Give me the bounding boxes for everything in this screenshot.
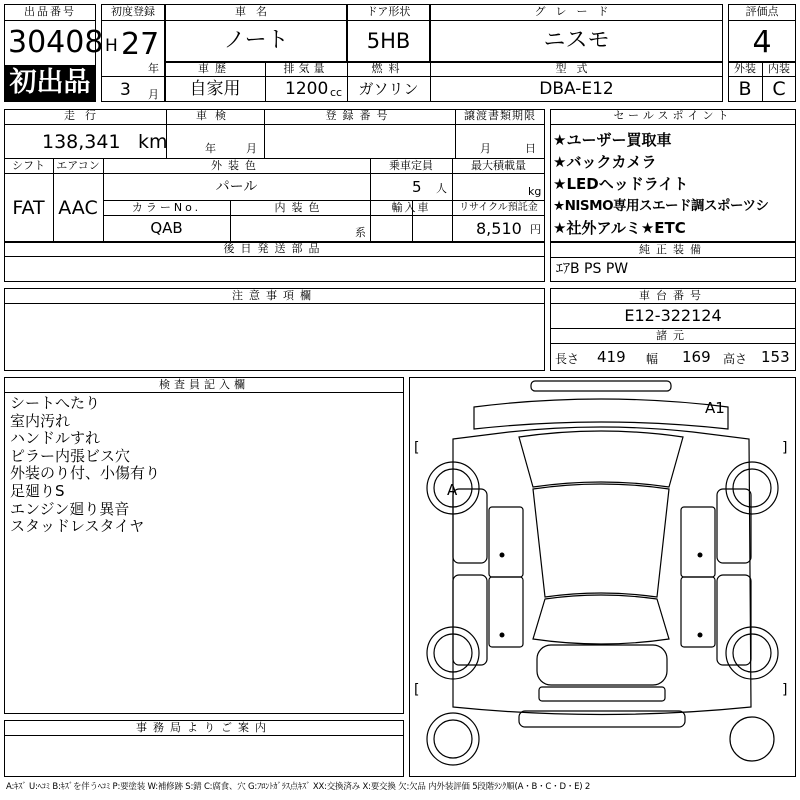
sales-point-4: ★NISMO専用スエード調スポーツシ xyxy=(553,198,769,214)
damage-mark-a1: A1 xyxy=(705,399,725,417)
load-label: 最大積載量 xyxy=(471,159,526,172)
reg-no-label: 登録番号 xyxy=(325,109,394,122)
grade: ニスモ xyxy=(543,28,610,53)
first-time-label: 初出品 xyxy=(9,67,91,98)
inspector-lines xyxy=(10,395,400,536)
rear-glass xyxy=(537,645,667,685)
year-unit: 年 xyxy=(148,62,159,75)
length: 419 xyxy=(597,348,626,366)
right-rear-fender xyxy=(717,575,751,665)
history: 自家用 xyxy=(189,79,241,99)
trunk xyxy=(539,687,665,701)
recycle-unit: 円 xyxy=(530,223,541,236)
model: DBA-E12 xyxy=(539,79,614,99)
color-no-label: カラーNo. xyxy=(131,201,202,214)
lot-number: 30408 xyxy=(8,25,104,60)
mileage: 138,341 xyxy=(42,131,121,153)
height-label: 高さ xyxy=(723,352,748,366)
right-bracket-2: ] xyxy=(782,682,788,698)
grade-label: グレード xyxy=(534,5,619,18)
recycle: 8,510 xyxy=(476,219,522,238)
era: H xyxy=(105,36,118,56)
displacement: 1200 xyxy=(285,79,329,99)
fuel: ガソリン xyxy=(358,80,419,98)
left-bracket-1: [ xyxy=(414,440,420,456)
inspector-line-3: ハンドルすれ xyxy=(10,429,101,448)
front-right-wheel xyxy=(733,469,771,507)
fuel-label: 燃料 xyxy=(371,62,406,75)
body-outline xyxy=(453,427,751,715)
office-label: 事務局よりご案内 xyxy=(136,721,272,734)
later-parts-label: 後日発送部品 xyxy=(223,242,326,255)
right-front-fender xyxy=(717,489,751,563)
height: 153 xyxy=(761,348,790,366)
car-diagram xyxy=(409,377,796,777)
reg-year: 27 xyxy=(121,27,160,62)
inspector-line-1: シートへたり xyxy=(10,394,101,412)
color-label: 外装色 xyxy=(211,159,262,172)
inspector-line-7: エンジン廻り異音 xyxy=(10,499,130,518)
inspector-line-8: スタッドレスタイヤ xyxy=(10,517,145,536)
spare-wheel xyxy=(434,720,472,758)
capacity-label: 乗車定員 xyxy=(389,159,433,172)
left-rear-fender xyxy=(453,575,487,665)
sales-points-label: セールスポイント xyxy=(613,109,733,122)
score: 4 xyxy=(752,25,772,60)
history-label: 車歴 xyxy=(198,62,232,75)
inspector-line-5: 外装のり付、小傷有り xyxy=(10,464,161,483)
interior-color-unit: 系 xyxy=(355,226,366,239)
lot-number-label: 出品番号 xyxy=(24,5,76,18)
displacement-label: 排気量 xyxy=(283,62,329,75)
rear-right-tire xyxy=(726,627,778,679)
left-bracket-2: [ xyxy=(414,682,420,698)
sales-point-2: ★バックカメラ xyxy=(553,153,657,171)
ac: AAC xyxy=(58,197,98,219)
inspector-line-6: 足廻りS xyxy=(10,481,65,500)
interior-label: 内装 xyxy=(768,62,790,75)
mileage-label: 走行 xyxy=(64,109,106,122)
width: 169 xyxy=(682,348,711,366)
exterior-label: 外装 xyxy=(734,62,756,75)
equipment-label: 純正装備 xyxy=(639,243,707,256)
inspection-label: 車検 xyxy=(196,109,234,122)
transfer-day-unit: 日 xyxy=(525,142,536,155)
shift-label: シフト xyxy=(12,159,45,172)
transfer-month-unit: 月 xyxy=(480,142,491,155)
exterior-grade: B xyxy=(738,78,752,100)
car-name-label: 車名 xyxy=(235,5,277,18)
hood xyxy=(474,399,728,429)
steering-wheel xyxy=(730,717,774,761)
color: パール xyxy=(215,179,258,195)
roof xyxy=(533,484,669,597)
specs-table xyxy=(4,109,545,242)
inspector-line-2: 室内汚れ xyxy=(10,411,71,430)
month-unit: 月 xyxy=(148,88,159,101)
transfer-label: 譲渡書類期限 xyxy=(464,109,536,122)
rear-window xyxy=(533,595,669,644)
door-type: 5HB xyxy=(366,29,411,53)
recycle-label: リサイクル預託金 xyxy=(459,202,538,213)
left-front-door xyxy=(489,507,523,577)
inspector-line-4: ピラー内張ビス穴 xyxy=(10,446,131,465)
reg-month: 3 xyxy=(120,80,131,100)
chassis-label: 車台番号 xyxy=(639,289,707,302)
load-unit: kg xyxy=(528,185,542,198)
import-label: 輸入車 xyxy=(391,201,431,214)
score-label: 評価点 xyxy=(745,5,779,18)
right-front-door xyxy=(681,507,715,577)
sales-point-5: ★社外アルミ★ETC xyxy=(553,219,686,237)
shift: FAT xyxy=(12,197,45,219)
capacity-unit: 人 xyxy=(436,182,447,195)
mileage-unit: km xyxy=(138,131,168,153)
left-rear-door xyxy=(489,577,523,647)
damage-mark-a: A xyxy=(447,481,458,499)
color-no: QAB xyxy=(150,219,183,237)
spare-tire xyxy=(427,713,479,765)
front-bumper xyxy=(531,381,671,391)
ac-label: エアコン xyxy=(56,159,100,172)
sales-points-list xyxy=(553,129,795,240)
model-label: 型式 xyxy=(555,62,598,75)
legend: A:ｷｽﾞ U:ﾍｺﾐ B:ｷｽﾞを伴うﾍｺﾐ P:要塗装 W:補修跡 S:錆 C:腐食、穴 G:ﾌﾛﾝﾄｶﾞﾗｽ点ｷｽﾞ XX:交換済み X:要交換 欠:欠品 内外装評価 5段階ﾗﾝｸ順(A・B・C・D・E) 2 xyxy=(6,782,591,792)
dims-label: 諸元 xyxy=(656,329,690,342)
notes-label: 注意事項欄 xyxy=(232,289,317,302)
right-bracket-1: ] xyxy=(782,440,788,456)
displacement-unit: cc xyxy=(330,86,343,99)
rear-right-wheel xyxy=(733,634,771,672)
chassis-number: E12-322124 xyxy=(624,306,722,325)
length-label: 長さ xyxy=(555,352,580,366)
inspector-label: 検査員記入欄 xyxy=(159,378,249,391)
front-right-tire xyxy=(726,462,778,514)
first-reg-label: 初度登録 xyxy=(111,5,155,18)
capacity: 5 xyxy=(412,178,422,196)
inspection-year-unit: 年 xyxy=(205,142,216,155)
inspection-month-unit: 月 xyxy=(246,142,257,155)
door-label: ドア形状 xyxy=(366,5,411,18)
sales-point-3: ★LEDヘッドライト xyxy=(553,175,689,193)
car-name: ノート xyxy=(223,28,289,53)
left-front-fender xyxy=(453,489,487,563)
width-label: 幅 xyxy=(646,352,659,366)
sales-point-1: ★ユーザー買取車 xyxy=(553,131,672,149)
equipment: ｴｱB PS PW xyxy=(556,261,629,277)
interior-color-label: 内装色 xyxy=(274,201,326,214)
windshield xyxy=(519,431,683,487)
interior-grade: C xyxy=(772,78,786,100)
